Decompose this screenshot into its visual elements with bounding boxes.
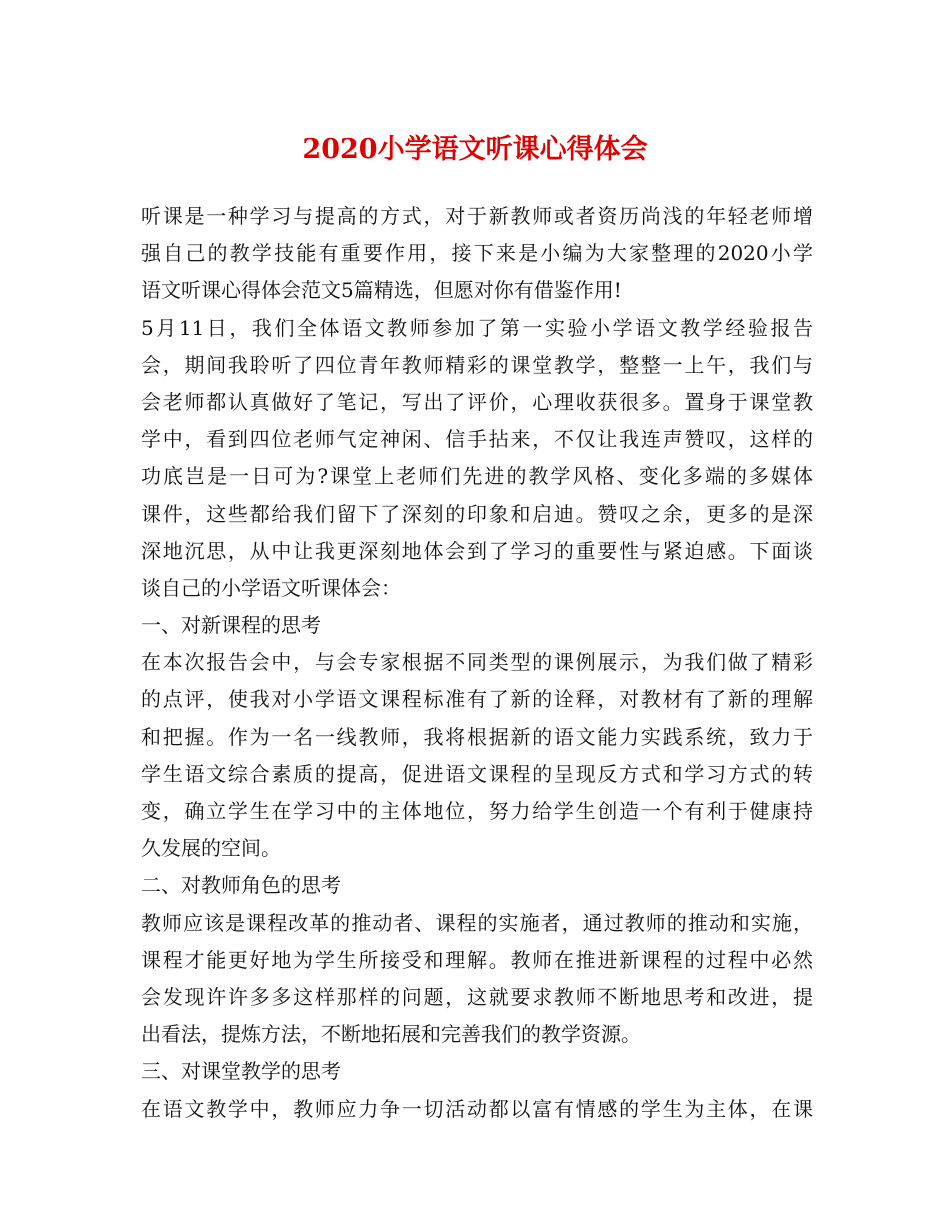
body-line: 课件，这些都给我们留下了深刻的印象和启迪。赞叹之余，更多的是深	[141, 501, 813, 526]
body-line: 会发现许许多多这样那样的问题，这就要求教师不断地思考和改进，提	[141, 984, 813, 1009]
body-line: 教师应该是课程改革的推动者、课程的实施者，通过教师的推动和实施，	[141, 910, 813, 935]
body-line: 强自己的教学技能有重要作用，接下来是小编为大家整理的2020小学	[141, 241, 813, 266]
body-line: 会老师都认真做好了笔记，写出了评价，心理收获很多。置身于课堂教	[141, 389, 813, 414]
body-line: 的点评，使我对小学语文课程标准有了新的诠释，对教材有了新的理解	[141, 687, 813, 712]
body-line: 在本次报告会中，与会专家根据不同类型的课例展示，为我们做了精彩	[141, 650, 813, 675]
body-line: 语文听课心得体会范文5篇精选，但愿对你有借鉴作用!	[141, 278, 622, 303]
body-line: 5月11日，我们全体语文教师参加了第一实验小学语文教学经验报告	[141, 315, 813, 340]
body-line: 学中，看到四位老师气定神闲、信手拈来，不仅让我连声赞叹，这样的	[141, 427, 813, 452]
body-line: 谈自己的小学语文听课体会：	[141, 575, 401, 600]
document-body	[141, 198, 813, 1128]
body-line: 功底岂是一日可为?课堂上老师们先进的教学风格、变化多端的多媒体	[141, 464, 813, 489]
body-line: 变，确立学生在学习中的主体地位，努力给学生创造一个有利于健康持	[141, 799, 813, 823]
section-heading: 三、对课堂教学的思考	[141, 1059, 341, 1084]
body-line: 出看法，提炼方法，不断地拓展和完善我们的教学资源。	[141, 1022, 641, 1047]
body-line: 听课是一种学习与提高的方式，对于新教师或者资历尚浅的年轻老师增	[141, 204, 813, 228]
document-title: 2020小学语文听课心得体会	[302, 134, 648, 165]
body-line: 久发展的空间。	[141, 836, 281, 861]
body-line: 和把握。作为一名一线教师，我将根据新的语文能力实践系统，致力于	[141, 724, 813, 749]
body-line: 课程才能更好地为学生所接受和理解。教师在推进新课程的过程中必然	[141, 947, 813, 972]
body-line: 学生语文综合素质的提高，促进语文课程的呈现反方式和学习方式的转	[141, 761, 813, 786]
section-heading: 一、对新课程的思考	[141, 613, 321, 638]
body-line: 在语文教学中，教师应力争一切活动都以富有情感的学生为主体，在课	[141, 1096, 813, 1121]
body-line: 深地沉思，从中让我更深刻地体会到了学习的重要性与紧迫感。下面谈	[141, 538, 813, 563]
body-line: 会，期间我聆听了四位青年教师精彩的课堂教学，整整一上午，我们与	[141, 352, 813, 377]
section-heading: 二、对教师角色的思考	[141, 873, 341, 898]
